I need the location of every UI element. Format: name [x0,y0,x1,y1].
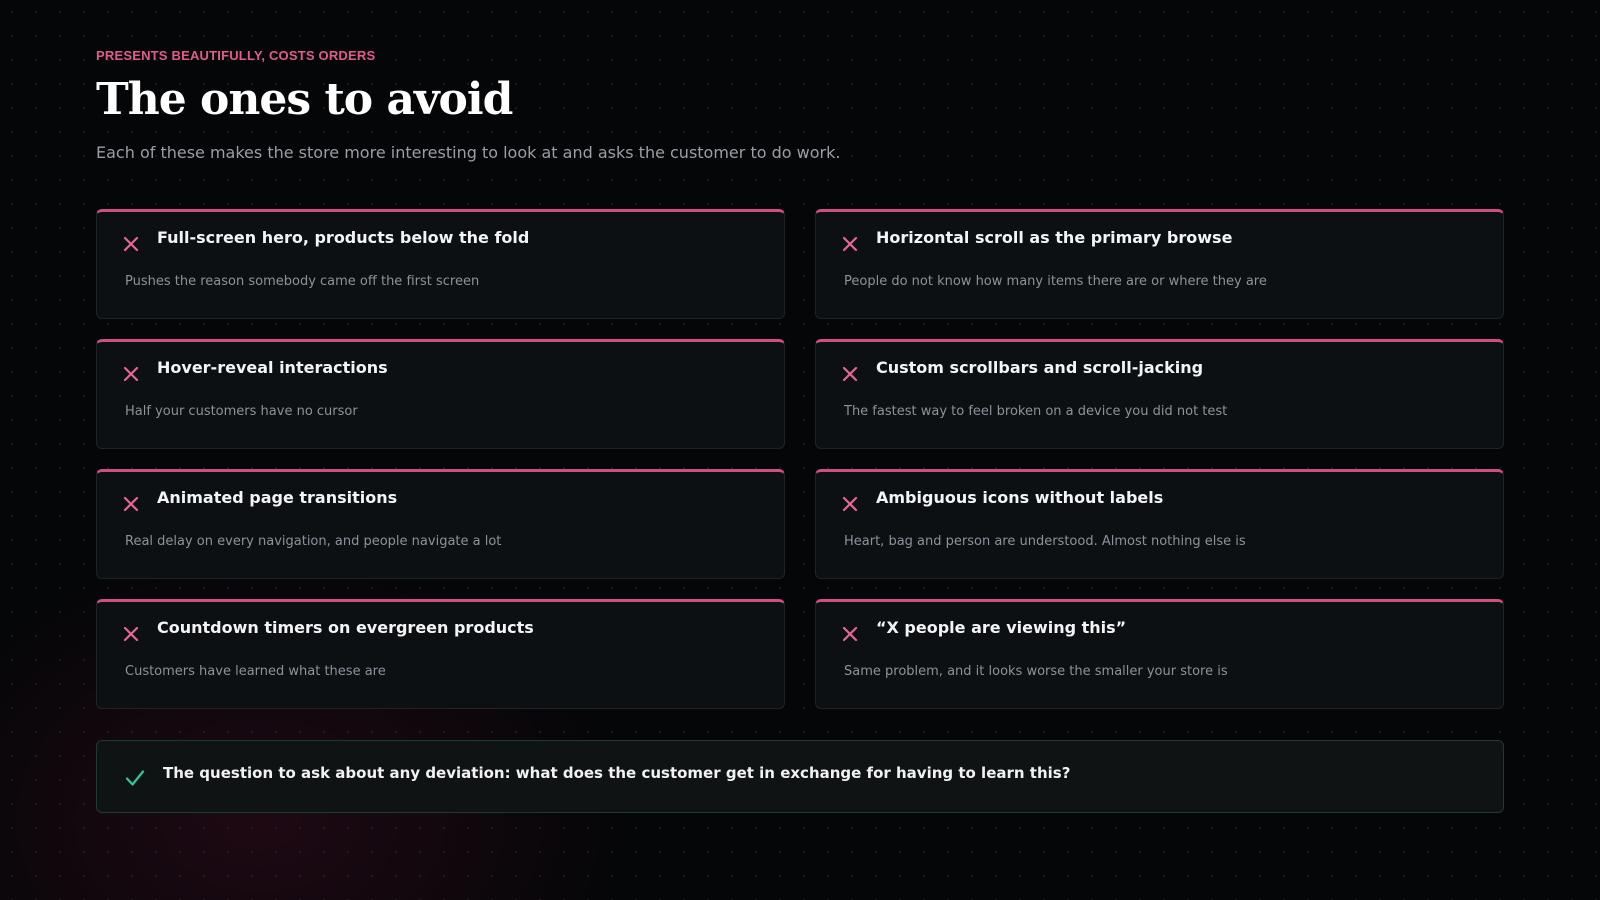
x-icon [123,236,139,252]
card-title: Full-screen hero, products below the fold [157,228,530,247]
card-description: Heart, bag and person are understood. Almost nothing else is [844,534,1246,549]
card-title: Hover-reveal interactions [157,358,388,377]
x-icon [842,626,858,642]
x-icon [123,626,139,642]
card-title: Countdown timers on evergreen products [157,618,534,637]
check-icon [125,769,145,787]
anti-pattern-card [96,469,785,579]
page-title: The ones to avoid [96,74,513,125]
card-description: Same problem, and it looks worse the smaller your store is [844,664,1228,679]
card-title: Custom scrollbars and scroll-jacking [876,358,1204,377]
anti-pattern-card [96,339,785,449]
callout-text: The question to ask about any deviation: what does the customer get in exchange for having to learn this? [163,764,1071,782]
anti-pattern-grid [96,209,1504,709]
card-description: People do not know how many items there are or where they are [844,274,1267,289]
anti-pattern-card [96,209,785,319]
card-title: “X people are viewing this” [876,618,1127,637]
x-icon [123,496,139,512]
guiding-question-callout [96,740,1504,813]
card-description: Half your customers have no cursor [125,404,358,419]
x-icon [123,366,139,382]
x-icon [842,496,858,512]
card-description: Customers have learned what these are [125,664,386,679]
eyebrow-label: PRESENTS BEAUTIFULLY, COSTS ORDERS [96,48,376,63]
page-subtitle: Each of these makes the store more interesting to look at and asks the customer to do work. [96,143,841,162]
anti-pattern-card [815,339,1504,449]
anti-pattern-card [815,209,1504,319]
anti-pattern-card [815,599,1504,709]
slide [96,0,1504,900]
card-title: Horizontal scroll as the primary browse [876,228,1233,247]
card-title: Ambiguous icons without labels [876,488,1164,507]
anti-pattern-card [96,599,785,709]
card-title: Animated page transitions [157,488,398,507]
card-description: Real delay on every navigation, and people navigate a lot [125,534,502,549]
card-description: The fastest way to feel broken on a device you did not test [844,404,1228,419]
x-icon [842,366,858,382]
x-icon [842,236,858,252]
anti-pattern-card [815,469,1504,579]
card-description: Pushes the reason somebody came off the first screen [125,274,480,289]
